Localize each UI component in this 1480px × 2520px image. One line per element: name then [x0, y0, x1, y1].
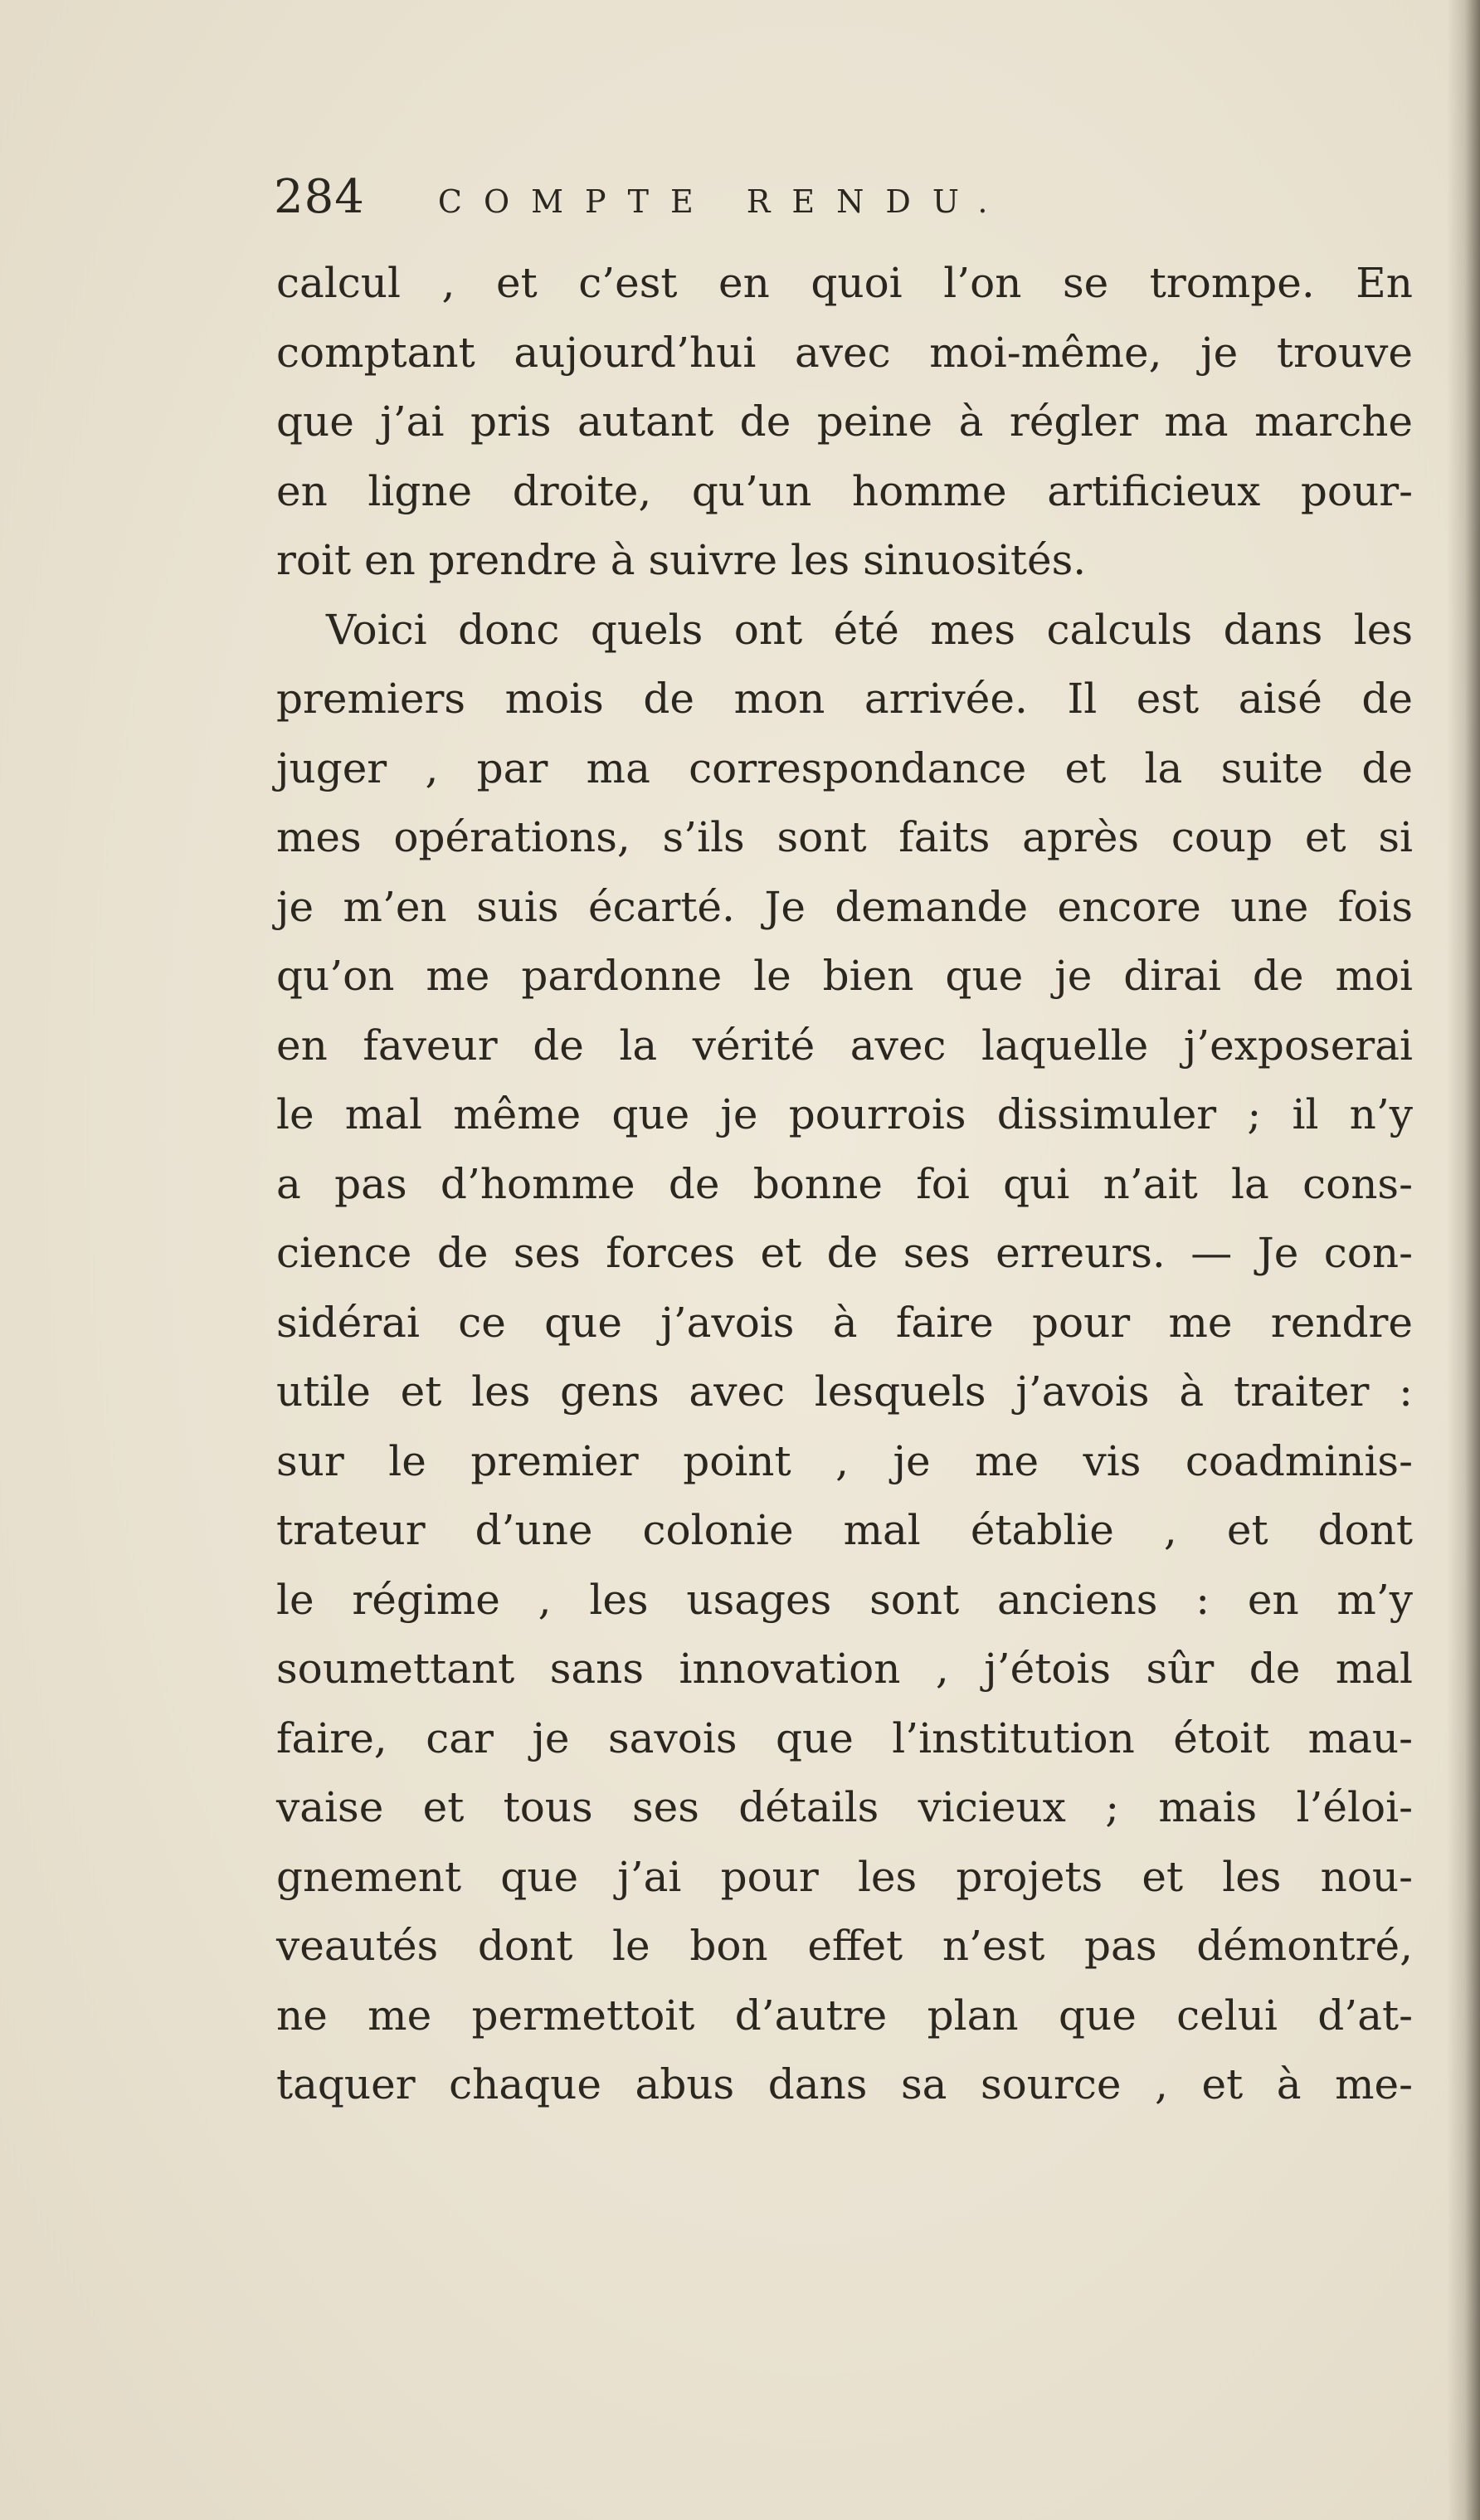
text-line: sur le premier point , je me vis coadminis-: [276, 1436, 1413, 1485]
body-text: [276, 249, 1413, 2120]
text-line: cience de ses forces et de ses erreurs. — Je con-: [276, 1229, 1413, 1277]
text-line: taquer chaque abus dans sa source , et à me-: [276, 2060, 1413, 2108]
text-line: mes opérations, s’ils sont faits après coup et si: [276, 813, 1413, 861]
text-line: veautés dont le bon effet n’est pas démontré,: [276, 1922, 1413, 1970]
text-line: faire, car je savois que l’institution étoit mau-: [276, 1713, 1413, 1762]
text-line: soumettant sans innovation , j’étois sûr de mal: [276, 1645, 1413, 1693]
text-line: qu’on me pardonne le bien que je dirai de moi: [276, 952, 1413, 1000]
text-line: Voici donc quels ont été mes calculs dans les: [326, 605, 1413, 654]
running-title: COMPTE RENDU.: [437, 183, 1010, 220]
text-line: en ligne droite, qu’un homme artificieux pour-: [276, 466, 1413, 515]
text-line: trateur d’une colonie mal établie , et dont: [276, 1506, 1413, 1554]
text-line: roit en prendre à suivre les sinuosités.: [276, 536, 1087, 584]
text-line: premiers mois de mon arrivée. Il est aisé de: [276, 675, 1413, 723]
text-line: je m’en suis écarté. Je demande encore une fois: [276, 882, 1413, 931]
text-line: vaise et tous ses détails vicieux ; mais l’éloi-: [276, 1783, 1413, 1831]
text-line: le régime , les usages sont anciens : en m’y: [276, 1575, 1413, 1624]
text-line: gnement que j’ai pour les projets et les nou-: [276, 1852, 1413, 1901]
text-line: comptant aujourd’hui avec moi-même, je trouve: [276, 328, 1413, 377]
page-gutter-shadow: [1447, 0, 1480, 2520]
text-line: calcul , et c’est en quoi l’on se trompe. En: [276, 259, 1413, 307]
text-line: en faveur de la vérité avec laquelle j’exposerai: [276, 1021, 1413, 1070]
page-header: [274, 170, 1419, 236]
page-number: 284: [274, 170, 365, 224]
text-line: ne me permettoit d’autre plan que celui d’at-: [276, 1991, 1413, 2040]
text-line: sidérai ce que j’avois à faire pour me rendre: [276, 1298, 1413, 1347]
text-line: juger , par ma correspondance et la suite de: [276, 743, 1413, 792]
text-line: que j’ai pris autant de peine à régler ma marche: [276, 397, 1413, 446]
text-line: a pas d’homme de bonne foi qui n’ait la cons-: [276, 1159, 1413, 1208]
text-line: utile et les gens avec lesquels j’avois à traiter :: [276, 1367, 1413, 1416]
text-line: le mal même que je pourrois dissimuler ; il n’y: [276, 1090, 1413, 1138]
